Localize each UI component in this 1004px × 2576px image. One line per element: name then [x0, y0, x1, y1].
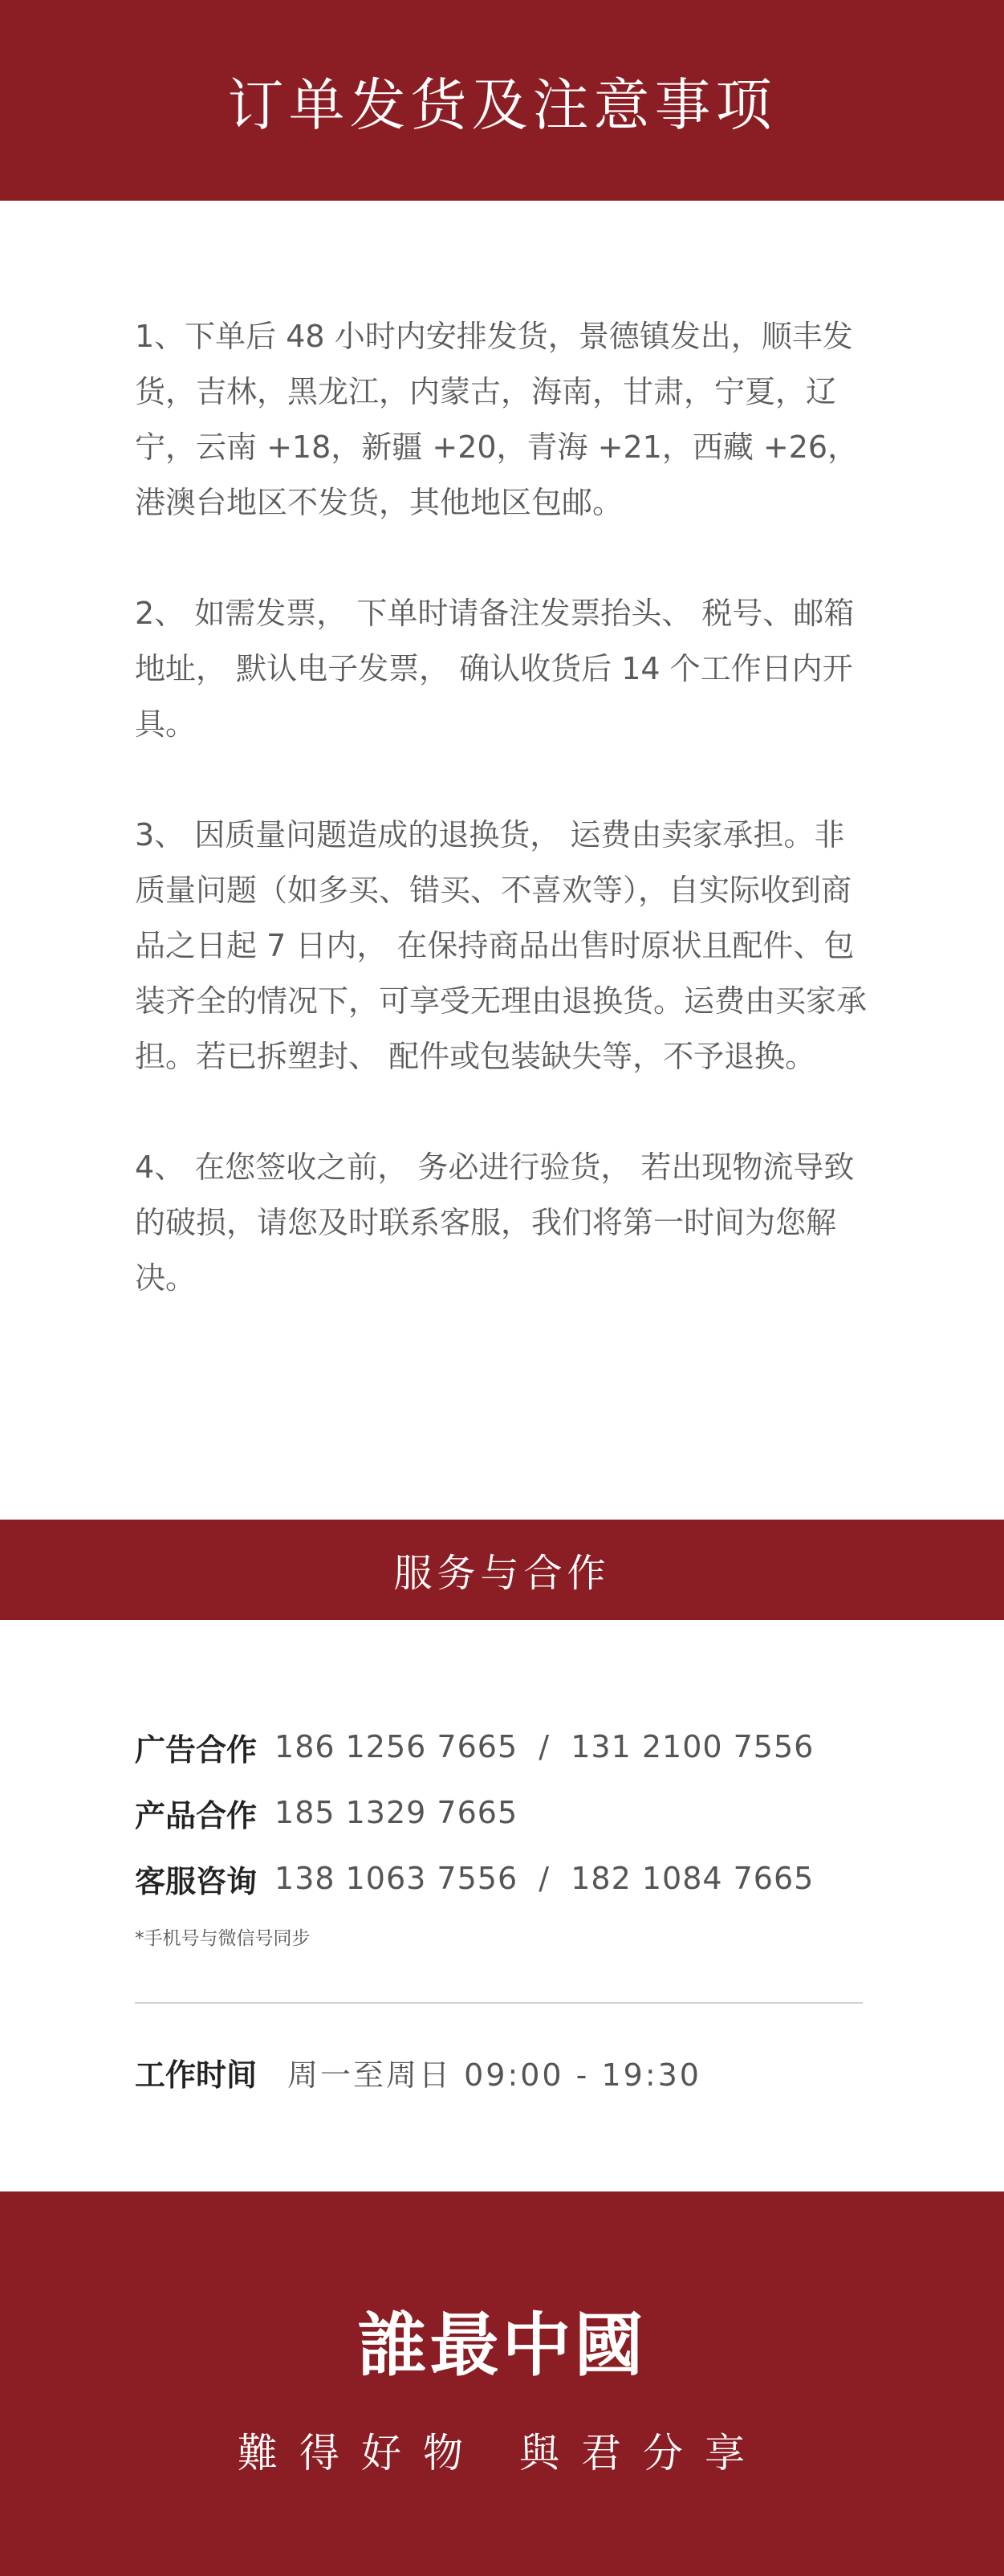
header-banner [0, 0, 1004, 201]
contact-list [135, 1714, 857, 1911]
contact-row-ads [135, 1714, 857, 1780]
note-inspection: 4、 在您签收之前， 务必进行验货， 若出现物流导致的破损，请您及时联系客服，我们将第一时间为您解决。 [135, 1150, 855, 1296]
service-title: 服务与合作 [393, 1551, 611, 1596]
page-title: 订单发货及注意事项 [227, 71, 777, 138]
service-banner [0, 1520, 1004, 1620]
contact-label: 产品合作 [135, 1797, 258, 1833]
hours-value: 周一至周日 09:00 - 19:30 [287, 2057, 701, 2093]
wechat-footnote: *手机号与微信号同步 [135, 1928, 311, 1949]
contact-phone: 186 1256 7665 / 131 2100 7556 [274, 1729, 815, 1764]
contact-row-product [135, 1780, 857, 1846]
divider [135, 2002, 863, 2004]
contact-phone: 185 1329 7665 [274, 1795, 518, 1830]
hours-label: 工作时间 [135, 2057, 258, 2093]
contact-phone: 138 1063 7556 / 182 1084 7665 [274, 1861, 815, 1896]
footer-banner [0, 2191, 1004, 2576]
brand-logo-text: 誰最中國 [357, 2304, 647, 2386]
contact-row-support [135, 1846, 857, 1911]
note-returns: 3、 因质量问题造成的退换货， 运费由卖家承担。非质量问题（如多买、错买、不喜欢等），自实际收到商品之日起 7 日内， 在保持商品出售时原状且配件、包装齐全的情况下，可享受无理由退换货。运费由买家承担。若已拆塑封、 配件或包装缺失等，不予退换。 [135, 817, 868, 1074]
note-invoice: 2、 如需发票， 下单时请备注发票抬头、 税号、邮箱地址， 默认电子发票， 确认收货后 14 个工作日内开具。 [135, 596, 855, 742]
note-shipping: 1、下单后 48 小时内安排发货，景德镇发出，顺丰发货，吉林，黑龙江，内蒙古，海南，甘肃，宁夏，辽宁，云南 +18，新疆 +20，青海 +21，西藏 +26，港澳台地区不发货，其他地区包邮。 [135, 319, 859, 520]
working-hours [135, 2045, 701, 2098]
contact-label: 客服咨询 [135, 1863, 258, 1899]
contact-label: 广告合作 [135, 1732, 258, 1768]
shipping-notes [135, 309, 869, 1361]
brand-slogan: 難得好物 與君分享 [238, 2429, 766, 2476]
